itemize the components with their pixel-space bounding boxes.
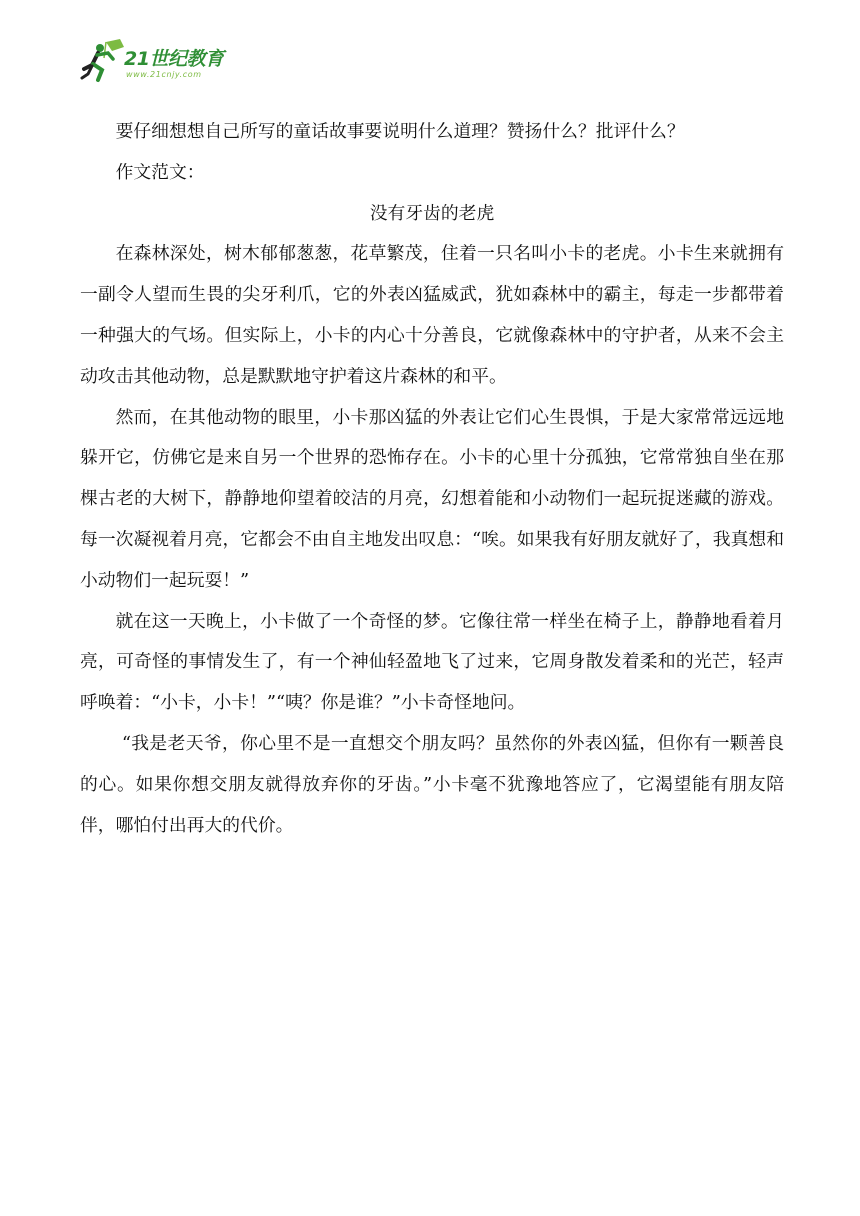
essay-paragraph-2: 然而，在其他动物的眼里，小卡那凶猛的外表让它们心生畏惧，于是大家常常远远地躲开它，仿佛它是来自另一个世界的恐怖存在。小卡的心里十分孤独，它常常独自坐在那棵古老的大树下，静静地仰望着皎洁的月亮，幻想着能和小动物们一起玩捉迷藏的游戏。每一次凝视着月亮，它都会不由自主地发出叹息：“唉。如果我有好朋友就好了，我真想和小动物们一起玩耍！” (80, 406, 784, 591)
logo-wordmark: 21世纪教育 (124, 48, 224, 70)
essay-paragraph-3: 就在这一天晚上，小卡做了一个奇怪的梦。它像往常一样坐在椅子上，静静地看着月亮，可奇怪的事情发生了，有一个神仙轻盈地飞了过来，它周身散发着柔和的光芒，轻声呼唤着：“小卡，小卡！”“咦？你是谁？”小卡奇怪地问。 (80, 610, 784, 714)
logo-url: www.21cnjy.com (126, 70, 202, 79)
running-person-flag-icon (80, 38, 126, 86)
intro-paragraph: 要仔细想想自己所写的童话故事要说明什么道理？赞扬什么？批评什么？ (115, 121, 685, 142)
essay-title: 没有牙齿的老虎 (369, 202, 495, 224)
site-logo (80, 38, 255, 86)
essay-paragraph-1: 在森林深处，树木郁郁葱葱，花草繁茂，住着一只名叫小卡的老虎。小卡生来就拥有一副令人望而生畏的尖牙利爪，它的外表凶猛威武，犹如森林中的霸主，每走一步都带着一种强大的气场。但实际上，小卡的内心十分善良，它就像森林中的守护者，从来不会主动攻击其他动物，总是默默地守护着这片森林的和平。 (80, 243, 784, 387)
document-body (80, 112, 784, 846)
sample-label: 作文范文： (115, 161, 205, 183)
essay-paragraph-4: “我是老天爷，你心里不是一直想交个朋友吗？虽然你的外表凶猛，但你有一颗善良的心。如果你想交朋友就得放弃你的牙齿。”小卡毫不犹豫地答应了，它渴望能有朋友陪伴，哪怕付出再大的代价。 (80, 732, 784, 836)
